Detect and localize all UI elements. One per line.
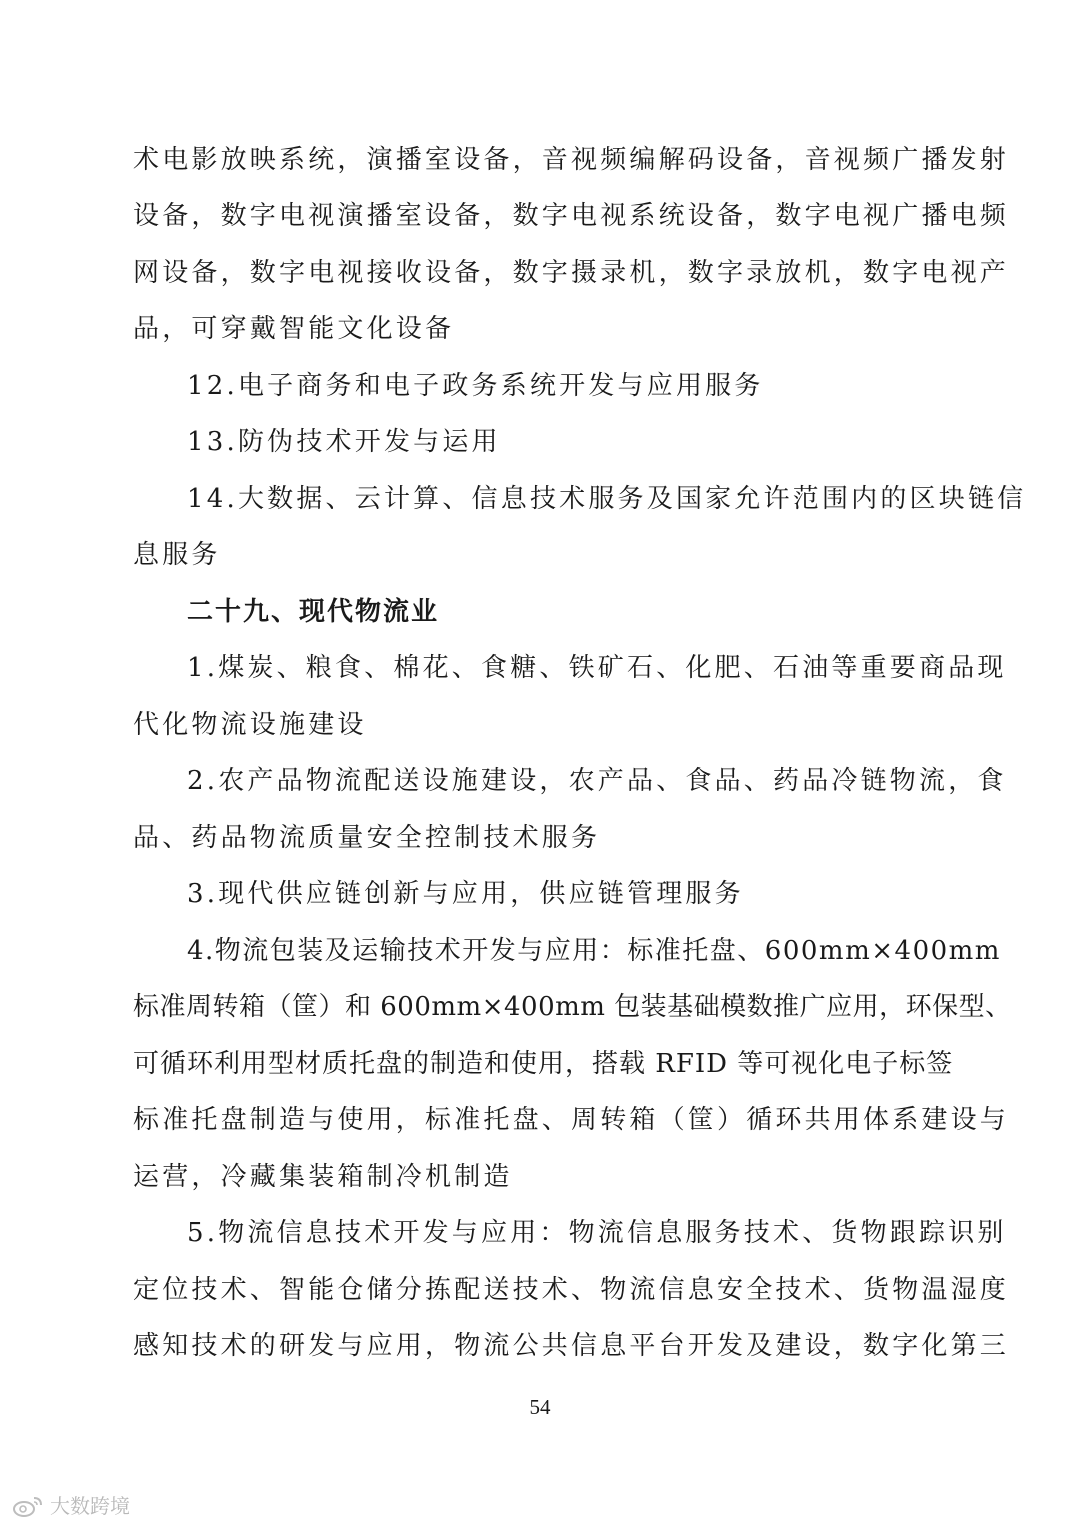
text-line: 品，可穿戴智能文化设备 [133,314,455,344]
text-line: 息服务 [133,540,221,570]
watermark [12,1494,130,1518]
text-line: 标准周转箱（筐）和 600mm×400mm 包装基础模数推广应用，环保型、 [133,992,1012,1022]
list-item-2: 2.农产品物流配送设施建设，农产品、食品、药品冷链物流，食 [187,766,1007,796]
text-line: 定位技术、智能仓储分拣配送技术、物流信息安全技术、货物温湿度 [133,1275,1010,1305]
text-line: 可循环利用型材质托盘的制造和使用，搭载 RFID 等可视化电子标签 [133,1049,954,1079]
text-line: 标准托盘制造与使用，标准托盘、周转箱（筐）循环共用体系建设与 [133,1105,1010,1135]
list-item-4: 4.物流包装及运输技术开发与应用：标准托盘、600mm×400mm [187,936,1001,966]
text-line: 感知技术的研发与应用，物流公共信息平台开发及建设，数字化第三 [133,1331,1010,1361]
section-heading: 二十九、现代物流业 [187,597,440,627]
text-line: 代化物流设施建设 [133,710,367,740]
weibo-logo-icon [12,1494,46,1518]
list-item-12: 12.电子商务和电子政务系统开发与应用服务 [187,371,764,401]
text-line: 网设备，数字电视接收设备，数字摄录机，数字录放机，数字电视产 [133,258,1010,288]
list-item-14: 14.大数据、云计算、信息技术服务及国家允许范围内的区块链信 [187,484,1027,514]
text-line: 运营，冷藏集装箱制冷机制造 [133,1162,513,1192]
page-number: 54 [529,1395,551,1419]
text-line: 术电影放映系统，演播室设备，音视频编解码设备，音视频广播发射 [133,145,1010,175]
text-line: 品、药品物流质量安全控制技术服务 [133,823,601,853]
watermark-text: 大数跨境 [50,1494,130,1518]
list-item-13: 13.防伪技术开发与运用 [187,427,501,457]
list-item-3: 3.现代供应链创新与应用，供应链管理服务 [187,879,744,909]
list-item-1: 1.煤炭、粮食、棉花、食糖、铁矿石、化肥、石油等重要商品现 [187,653,1007,683]
text-line: 设备，数字电视演播室设备，数字电视系统设备，数字电视广播电频 [133,201,1010,231]
list-item-5: 5.物流信息技术开发与应用：物流信息服务技术、货物跟踪识别 [187,1218,1007,1248]
